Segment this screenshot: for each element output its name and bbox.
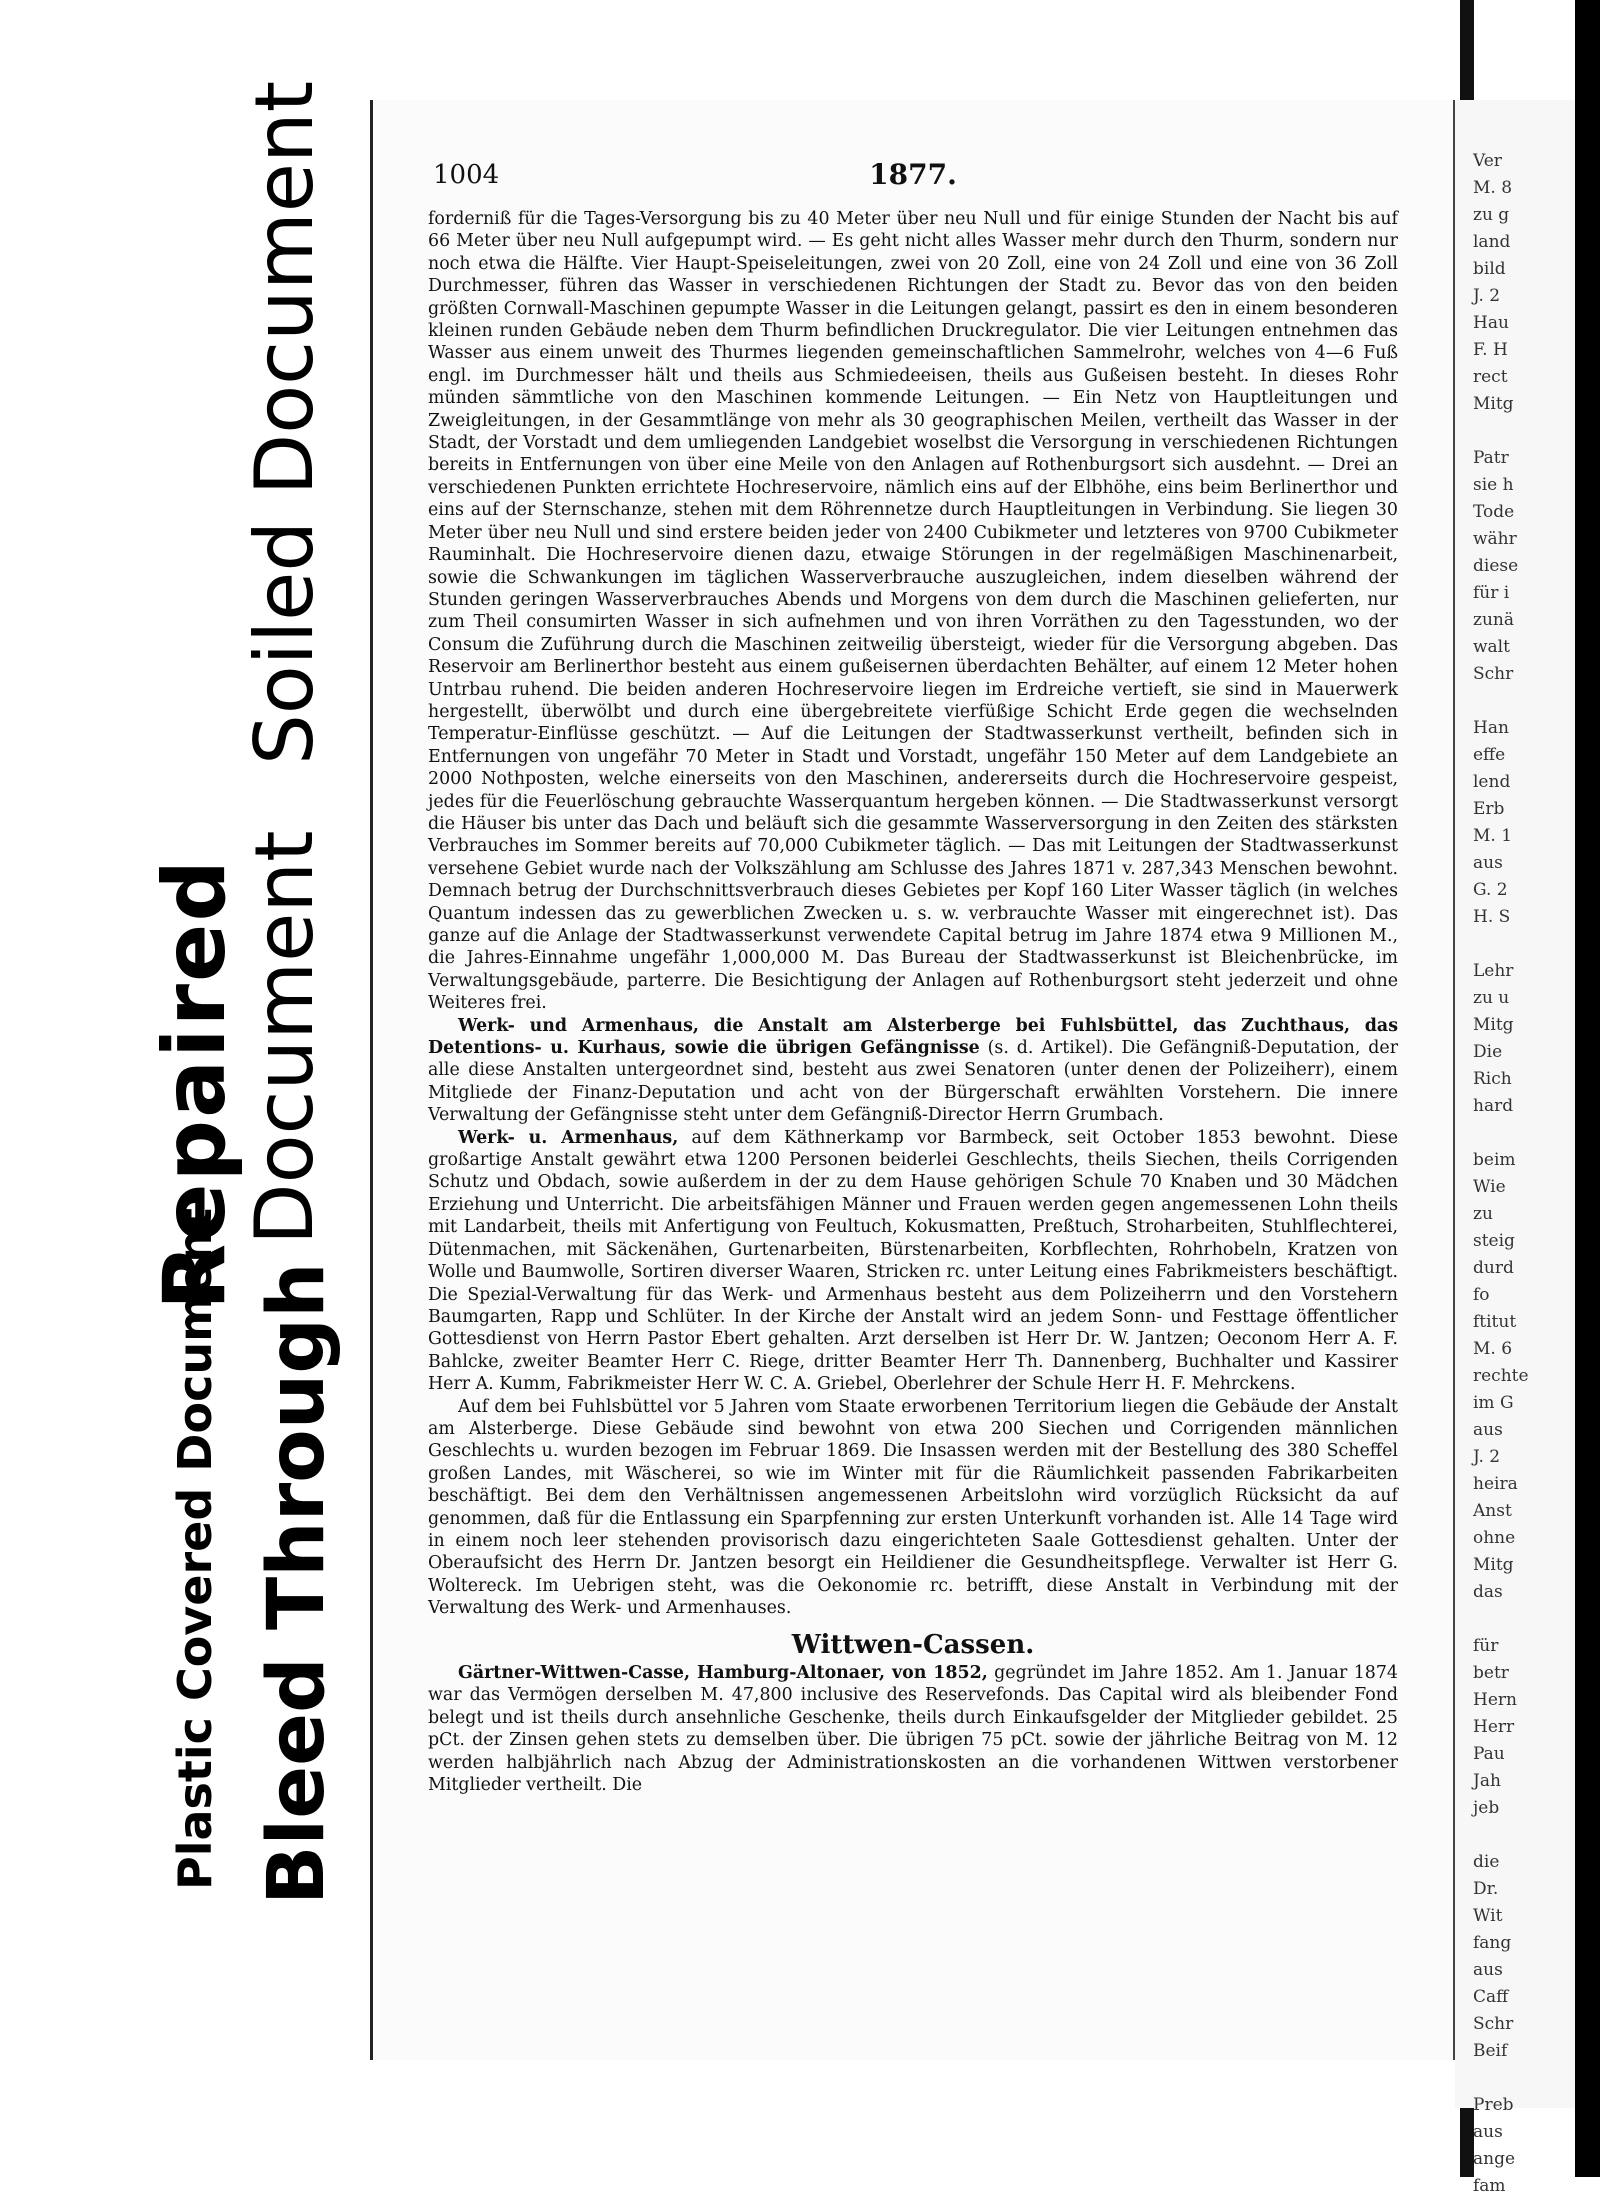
facing-page-fragment: diese (1473, 556, 1519, 576)
facing-page-fragment: Hern (1473, 1690, 1517, 1710)
facing-page-fragment: Mitg (1473, 1555, 1514, 1575)
label-repaired: Repaired (145, 858, 245, 1310)
facing-page-fragment: Preb (1473, 2095, 1514, 2115)
scanned-page (370, 100, 1455, 2060)
facing-page-fragment: Rich (1473, 1069, 1512, 1089)
facing-page-fragment: Hau (1473, 313, 1509, 333)
section-title: Wittwen-Cassen. (791, 1629, 1035, 1660)
label-repaired-document: Document (238, 830, 331, 1245)
facing-page-fragment: ange (1473, 2149, 1516, 2169)
facing-page-fragment: walt (1473, 637, 1510, 657)
paragraph-widows-fund (428, 1662, 1398, 1796)
facing-page-fragment: betr (1473, 1663, 1509, 1683)
facing-page-fragment: Wie (1473, 1177, 1506, 1197)
workhouse-heading: Werk- u. Armenhaus, (458, 1127, 679, 1148)
facing-page-fragment: Mitg (1473, 394, 1514, 414)
facing-page-fragment: Schr (1473, 2014, 1514, 2034)
label-plastic-covered: Plastic Covered Document (168, 1208, 222, 1890)
facing-page-fragment: Erb (1473, 799, 1505, 819)
scanner-edge-bar (1575, 0, 1600, 2177)
facing-page-fragment: für i (1473, 583, 1510, 603)
paragraph-water-supply: forderniß für die Tages-Versorgung bis zu 40 Meter über neu Null und für einige Stunden der Nacht bis auf 66 Meter über neu Null aufgepumpt wird. — Es geht nicht alles Wasser mehr durch den Thurm, sondern nur noch etwa die Hälfte. Vier Haupt-Speiseleitungen, zwei von 20 Zoll, eine von 24 Zoll und eine von 36 Zoll Durchmesser, führen das Wasser in verschiedenen Richtungen der Stadt zu. Bevor das von den beiden größten Cornwall-Maschinen gepumpte Wasser in die Leitungen gelangt, passirt es den in einem besonderen kleinen runden Gebäude neben dem Thurm befindlichen Druckregulator. Die vier Leitungen entnehmen das Wasser aus einem unweit des Thurmes liegenden gemeinschaftlichen Sammelrohr, welches von 4—6 Fuß engl. im Durchmesser hält und theils aus Schmiedeeisen, theils aus Gußeisen besteht. In dieses Rohr münden sämmtliche von den Maschinen kommende Leitungen. — Ein Netz von Hauptleitungen und Zweigleitungen, in der Gesammtlänge von mehr als 30 geographischen Meilen, vertheilt das Wasser in der Stadt, der Vorstadt und dem umliegenden Landgebiet woselbst die Versorgung in verschiedenen Richtungen bereits in Entfernungen von über eine Meile von den Anlagen auf Rothenburgsort sich ausdehnt. — Drei an verschiedenen Punkten errichtete Hochreservoire, nämlich eins auf der Elbhöhe, eins beim Berlinerthor und eins auf der Sternschanze, stehen mit dem Röhrennetze durch Hauptleitungen in Verbindung. Sie liegen 30 Meter über neu Null und sind erstere beiden jeder von 2400 Cubikmeter und letzteres von 9700 Cubikmeter Rauminhalt. Die Hochreservoire dienen dazu, etwaige Störungen in der regelmäßigen Maschinenarbeit, sowie die Schwankungen im täglichen Wasserverbrauche auszugleichen, indem dieselben während der Stunden geringen Wasserverbrauches Abends und Morgens von dem durch die Maschinen gelieferten, nur zum Theil consumirten Wasser in sich aufnehmen und von ihren Vorräthen zu den Tagesstunden, wo der Consum die Zuführung durch die Maschinen zeitweilig übersteigt, wieder für die Versorgung abgeben. Das Reservoir am Berlinerthor besteht aus einem gußeisernen überdachten Behälter, auf einem 12 Meter hohen Untrbau ruhend. Die beiden anderen Hochreservoire liegen im Erdreiche vertieft, sie sind in Mauerwerk hergestellt, überwölbt und durch eine übergebreitete vierfüßige Schicht Erde gegen die wechselnden Temperatur-Einflüsse geschützt. — Auf die Leitungen der Stadtwasserkunst vertheilt, befinden sich in Entfernungen von ungefähr 70 Meter in Stadt und Vorstadt, ungefähr 150 Meter auf dem Landgebiete an 2000 Nothposten, welche einerseits von den Maschinen, andererseits durch die Hochreservoire gespeist, jedes für die Feuerlöschung gebrauchte Wasserquantum hergeben können. — Die Stadtwasserkunst versorgt die Häuser bis unter das Dach und beläuft sich die gesammte Wasserversorgung in den Zeiten des stärksten Verbrauches im Sommer bereits auf 70,000 Cubikmeter täglich. — Das mit Leitungen der Stadtwasserkunst versehene Gebiet wurde nach der Volkszählung am Schlusse des Jahres 1871 v. 287,343 Menschen bewohnt. Demnach betrug der Durchschnittsverbrauch dieses Gebietes per Kopf 160 Liter Wasser täglich (in welches Quantum indessen das zu gewerblichen Zwecken u. s. w. verbrauchte Wasser mit eingerechnet ist). Das ganze auf die Anlage der Stadtwasserkunst verwendete Capital betrug im Jahre 1874 etwa 9 Millionen M., die Jahres-Einnahme ungefähr 1,000,000 M. Das Bureau der Stadtwasserkunst ist Bleichenbrücke, im Verwaltungsgebäude, parterre. Die Besichtigung der Anlagen auf Rothenburgsort steht jederzeit und ohne Weiteres frei. (428, 209, 1398, 1014)
facing-page-fragment: heira (1473, 1474, 1518, 1494)
facing-page-fragment: bild (1473, 259, 1506, 279)
facing-page-fragment: lend (1473, 772, 1511, 792)
facing-page-fragment: Ver (1473, 151, 1502, 171)
facing-page-fragment: Lehr (1473, 961, 1514, 981)
widows-fund-text: gegründet im Jahre 1852. Am 1. Januar 1874 war das Vermögen derselben M. 47,800 inclusive des Reservefonds. Das Capital wird als bleibender Fond belegt und ist theils durch ansehnliche Geschenke, theils durch Einkaufsgelder der Mitglieder gebildet. 25 pCt. der Zinsen gehen stets zu demselben über. Die übrigen 75 pCt. sowie der jährliche Beitrag von M. 12 werden halbjährlich nach Abzug der Administrationskosten an die vorhandenen Wittwen verstorbener Mitglieder vertheilt. Die (428, 1663, 1398, 1796)
page-header (433, 160, 1393, 200)
facing-page-fragment: zu u (1473, 988, 1510, 1008)
workhouse-text: auf dem Käthnerkamp vor Barmbeck, seit October 1853 bewohnt. Diese großartige Anstalt gewährt etwa 1200 Personen beiderlei Geschlechts, theils Siechen, theils Corrigenden Schutz und Obdach, sowie außerdem in der zu dem Hause gehörigen Schule 70 Knaben und 30 Mädchen Erziehung und Unterricht. Die arbeitsfähigen Männer und Frauen werden gegen angemessenen Lohn theils mit Landarbeit, theils mit Anfertigung von Feultuch, Kokusmatten, Preßtuch, Stroharbeiten, Stuhlflechterei, Dütenmachen, mit Säckenähen, Gurtenarbeiten, Bürstenarbeiten, Korbflechten, Rohrhobeln, Kratzen von Wolle und Baumwolle, Sortiren diverser Waaren, Stricken rc. unter Leitung eines Fabrikmeisters beschäftigt. Die Spezial-Verwaltung für das Werk- und Armenhaus besteht aus dem Polizeiherrn und den Vorstehern Baumgarten, Rapp und Schlüter. In der Kirche der Anstalt wird an jedem Sonn- und Festtage öffentlicher Gottesdienst von Herrn Pastor Ebert gehalten. Arzt derselben ist Herr Dr. W. Jantzen; Oeconom Herr A. F. Bahlcke, zweiter Beamter Herr C. Riege, dritter Beamter Herr Th. Dannenberg, Buchhalter und Kassirer Herr A. Kumm, Fabrikmeister Herr W. C. A. Griebel, Oberlehrer der Schule Herr H. F. Mehrckens. (428, 1127, 1399, 1395)
facing-page-fragment: steig (1473, 1231, 1515, 1251)
page-body (428, 208, 1398, 1796)
facing-page-fragment: aus (1473, 1420, 1503, 1440)
facing-page-fragment: F. H (1473, 340, 1508, 360)
facing-page-fragment: beim (1473, 1150, 1516, 1170)
facing-page-fragment: Wit (1473, 1906, 1503, 1926)
label-soiled-document: Soiled Document (238, 80, 331, 765)
facing-page-fragment: J. 2 (1473, 286, 1501, 306)
paragraph-alsterberge: Auf dem bei Fuhlsbüttel vor 5 Jahren vom Staate erworbenen Territorium liegen die Gebäude der Anstalt am Alsterberge. Diese Gebäude sind bewohnt von etwa 200 Siechen und Corrigenden männlichen Geschlechts u. wurden bezogen im Februar 1869. Die Insassen werden mit der Bestellung des 380 Scheffel großen Landes, mit Wäscherei, so wie im Winter mit für die Räumlichkeit passenden Fabrikarbeiten beschäftigt. Bei dem den Verhältnissen angemessenen Arbeitslohn wird vorzüglich Rücksicht da auf genommen, daß für die Entlassung ein Sparpfenning zur ersten Unterkunft vorhanden ist. Alle 14 Tage wird in einem noch leer stehenden provisorisch dazu eingerichteten Saale Gottesdienst gehalten. Unter der Oberaufsicht des Herrn Dr. Jantzen besorgt ein Heildiener die Gesundheitspflege. Verwalter ist Herr G. Woltereck. Im Uebrigen steht, was die Oekonomie rc. betrifft, diese Anstalt in Verbindung mit der Verwaltung des Werk- und Armenhauses. (428, 1396, 1398, 1619)
facing-page-fragment: Dr. (1473, 1879, 1499, 1899)
facing-page-fragment: Jah (1473, 1771, 1501, 1791)
page-year: 1877. (869, 158, 957, 191)
facing-page-fragment: Beif (1473, 2041, 1508, 2061)
facing-page-fragment: effe (1473, 745, 1506, 765)
facing-page-fragment: fang (1473, 1933, 1512, 1953)
page-number: 1004 (433, 160, 500, 190)
facing-page-fragment: das (1473, 1582, 1503, 1602)
facing-page-fragment: Anst (1473, 1501, 1512, 1521)
facing-page-fragment: zu g (1473, 205, 1510, 225)
facing-page-fragment: hard (1473, 1096, 1514, 1116)
facing-page-fragment: aus (1473, 1960, 1503, 1980)
facing-page-fragment: rect (1473, 367, 1508, 387)
margin-labels (0, 0, 360, 2177)
facing-page-fragment: Herr (1473, 1717, 1515, 1737)
facing-page-fragment: zunä (1473, 610, 1514, 630)
facing-page-fragment: G. 2 (1473, 880, 1508, 900)
facing-page-fragment: land (1473, 232, 1511, 252)
facing-page-fragment: durd (1473, 1258, 1514, 1278)
facing-page-fragment: im G (1473, 1393, 1514, 1413)
facing-page-fragment: die (1473, 1852, 1500, 1872)
facing-page-fragment: Die (1473, 1042, 1503, 1062)
facing-page-fragment: M. 6 (1473, 1339, 1513, 1359)
facing-page-fragment: Han (1473, 718, 1509, 738)
paragraph-prisons (428, 1015, 1398, 1127)
facing-page-fragment: ftitut (1473, 1312, 1517, 1332)
facing-page-fragment: rechte (1473, 1366, 1529, 1386)
facing-page-fragment: aus (1473, 853, 1503, 873)
facing-page-fragment: M. 8 (1473, 178, 1513, 198)
facing-page-fragment: für (1473, 1636, 1499, 1656)
prisons-heading: Werk- und Armenhaus, die Anstalt am Alsterberge bei Fuhlsbüttel, das Zuchthaus, das Detentions- u. Kurhaus, sowie die übrigen Gefängnisse (428, 1015, 1398, 1059)
facing-page-fragment: fam (1473, 2176, 1506, 2196)
facing-page-fragment: sie h (1473, 475, 1514, 495)
facing-page-fragment: zu (1473, 1204, 1493, 1224)
facing-page-fragment: Tode (1473, 502, 1515, 522)
label-bleed-through: Bleed Through (252, 1262, 342, 1905)
facing-page-fragment: Caff (1473, 1987, 1509, 2007)
facing-page-fragment: währ (1473, 529, 1517, 549)
facing-page-fragment: aus (1473, 2122, 1503, 2142)
facing-page-fragment: J. 2 (1473, 1447, 1501, 1467)
facing-page-fragment: H. S (1473, 907, 1511, 927)
facing-page-fragment: fo (1473, 1285, 1490, 1305)
facing-page-fragment: Pau (1473, 1744, 1505, 1764)
facing-page-fragment: ohne (1473, 1528, 1516, 1548)
facing-page-fragment: M. 1 (1473, 826, 1513, 846)
facing-page-fragment: Patr (1473, 448, 1509, 468)
prisons-text: (s. d. Artikel). Die Gefängniß-Deputation, der alle diese Anstalten untergeordnet sind, besteht aus zwei Senatoren (unter denen der Polizeiherr), einem Mitgliede der Finanz-Deputation und acht von der Bürgerschaft erwählten Vorstehern. Die innere Verwaltung der Gefängnisse steht unter dem Gefängniß-Director Herrn Grumbach. (428, 1038, 1399, 1126)
paragraph-workhouse (428, 1127, 1398, 1396)
widows-fund-heading: Gärtner-Wittwen-Casse, Hamburg-Altonaer, von 1852, (458, 1663, 988, 1683)
facing-page-fragment: Mitg (1473, 1015, 1514, 1035)
facing-page-fragment: jeb (1473, 1798, 1500, 1818)
facing-page-fragment: Schr (1473, 664, 1514, 684)
